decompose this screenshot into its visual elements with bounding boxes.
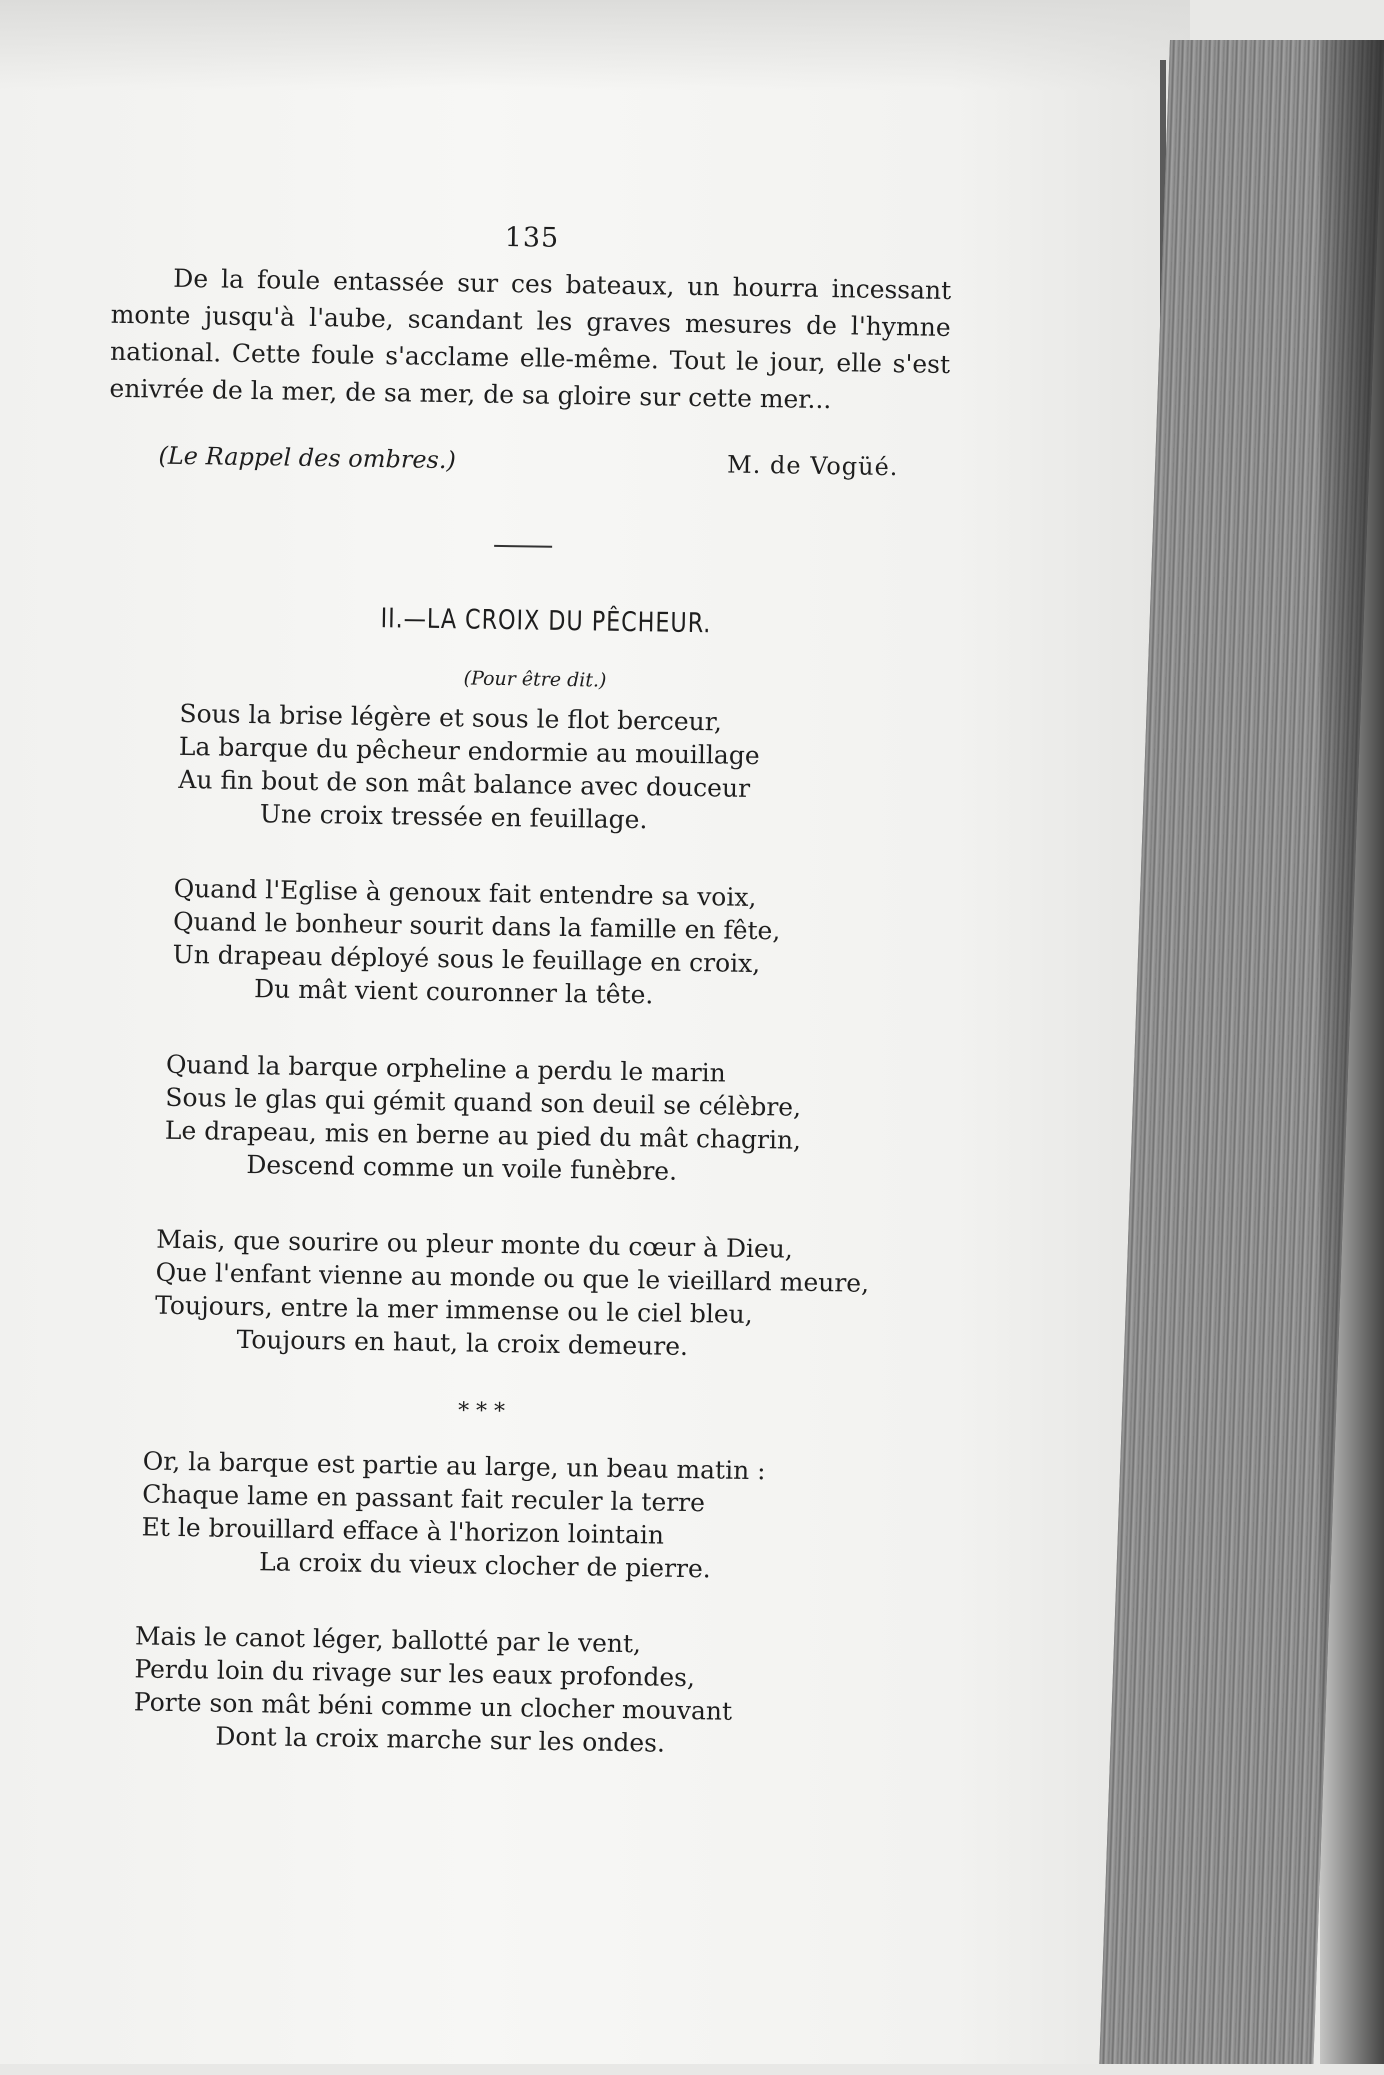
poem-line: Mais, que sourire ou pleur monte du cœur à Dieu, [155, 1224, 794, 1264]
prose-paragraph [109, 259, 951, 420]
attribution-source: (Le Rappel des ombres.) [158, 441, 457, 475]
poem-line: Mais le canot léger, ballotté par le vent, [134, 1621, 642, 1659]
poem-line: Toujours, entre la mer immense ou le ciel bleu, [154, 1290, 753, 1330]
poem-line: Au fin bout de son mât balance avec douceur [178, 764, 751, 803]
attribution-author: M. de Vogüé. [726, 450, 899, 482]
stanza-1 [178, 697, 761, 838]
stanza-5 [141, 1444, 766, 1586]
poem-line: Un drapeau déployé sous le feuillage en croix, [172, 939, 761, 979]
poem-line: La croix du vieux clocher de pierre. [258, 1547, 711, 1584]
asterism: * * * [457, 1398, 506, 1425]
poem-line: Toujours en haut, la croix demeure. [236, 1324, 689, 1361]
poem-line: La barque du pêcheur endormie au mouillage [178, 731, 760, 771]
prose-text: De la foule entassée sur ces bateaux, un hourra incessant monte jusqu'à l'aube, scandant les graves mesures de l'hymne national. Cette foule s'acclame elle-même. Tout le jour, elle s'est enivrée de la mer, de sa mer, de sa gloire sur cette mer... [109, 263, 952, 415]
stanza-2 [172, 872, 781, 1014]
poem-title: II.—LA CROIX DU PÊCHEUR. [380, 603, 712, 640]
poem-line: Le drapeau, mis en berne au pied du mât chagrin, [164, 1115, 802, 1155]
stanza-3 [164, 1048, 802, 1190]
poem-line: Sous la brise légère et sous le flot berceur, [179, 698, 723, 737]
page-number: 135 [504, 221, 560, 254]
poem-line: Dont la croix marche sur les ondes. [215, 1721, 666, 1758]
poem-line: Sous le glas qui gémit quand son deuil se célèbre, [165, 1082, 802, 1122]
poem-line: Porte son mât béni comme un clocher mouvant [133, 1687, 733, 1726]
poem-line: Du mât vient couronner la tête. [253, 974, 654, 1010]
poem-line: Descend comme un voile funèbre. [246, 1150, 678, 1186]
stanza-4 [154, 1223, 869, 1366]
poem-line: Quand le bonheur sourit dans la famille en fête, [172, 906, 781, 946]
poem-line: Or, la barque est partie au large, un beau matin : [142, 1446, 766, 1486]
poem-line: Quand l'Eglise à genoux fait entendre sa voix, [173, 873, 757, 913]
poem-subtitle: (Pour être dit.) [463, 667, 607, 692]
poem-line: Et le brouillard efface à l'horizon lointain [141, 1512, 665, 1550]
book-edge-shadow [1320, 40, 1384, 2064]
poem-line: Une croix tressée en feuillage. [259, 799, 648, 835]
poem-line: Perdu loin du rivage sur les eaux profondes, [134, 1654, 696, 1693]
attribution [158, 442, 898, 482]
poem-line: Chaque lame en passant fait reculer la terre [141, 1479, 706, 1518]
section-divider [494, 545, 552, 548]
poem-line: Que l'enfant vienne au monde ou que le vieillard meure, [155, 1257, 870, 1298]
stanza-6 [133, 1619, 733, 1760]
poem-line: Quand la barque orpheline a perdu le marin [165, 1049, 726, 1088]
